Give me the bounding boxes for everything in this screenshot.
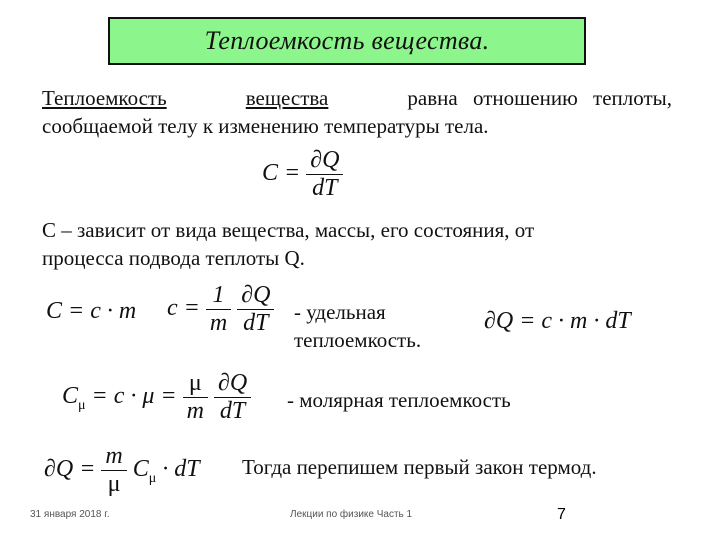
formula-first-law bbox=[44, 443, 200, 498]
slide-title: Теплоемкость вещества. bbox=[204, 26, 490, 55]
term-underlined-1: Теплоемкость bbox=[42, 86, 167, 110]
formula-C-cm: C = c · m bbox=[46, 298, 137, 324]
formula-5-den-1: m bbox=[183, 397, 208, 425]
formula-6-fraction bbox=[101, 443, 126, 498]
formula-6-sub: μ bbox=[148, 471, 157, 487]
formula-3-den-2: dT bbox=[237, 309, 274, 337]
formula-1-denominator: dT bbox=[306, 174, 343, 202]
definition-line-1 bbox=[42, 84, 672, 112]
rewrite-label: Тогда перепишем первый закон термод. bbox=[242, 455, 597, 479]
formula-6-num: m bbox=[105, 443, 123, 469]
formula-6-lhs: ∂Q = bbox=[44, 456, 96, 483]
formula-5-sub: μ bbox=[78, 398, 86, 414]
formula-heat-capacity bbox=[262, 147, 343, 202]
formula-3-num-2: ∂Q bbox=[241, 282, 271, 308]
page-number: 7 bbox=[557, 506, 566, 523]
depends-line-1: С – зависит от вида вещества, массы, его состояния, от bbox=[42, 218, 535, 242]
formula-3-fraction-1 bbox=[206, 282, 231, 337]
specific-label-line-2: теплоемкость. bbox=[294, 328, 422, 352]
footer-date: 31 января 2018 г. bbox=[30, 509, 110, 520]
title-box bbox=[108, 17, 586, 65]
definition-rest: равна отношению теплоты, bbox=[407, 86, 672, 110]
definition-line-2: сообщаемой телу к изменению температуры тела. bbox=[42, 114, 489, 138]
formula-5-mid: = c · μ = bbox=[91, 383, 177, 410]
formula-6-C: C bbox=[132, 456, 149, 483]
footer-course: Лекции по физике Часть 1 bbox=[290, 509, 413, 520]
formula-3-num-1: 1 bbox=[212, 282, 225, 308]
formula-3-lhs: c = bbox=[167, 295, 200, 322]
formula-3-den-1: m bbox=[206, 309, 231, 337]
term-underlined-2: вещества bbox=[245, 86, 329, 110]
formula-1-lhs: C = bbox=[262, 160, 301, 187]
formula-5-num-1: μ bbox=[188, 370, 202, 396]
formula-5-den-2: dT bbox=[214, 397, 251, 425]
formula-specific bbox=[167, 282, 274, 337]
formula-1-fraction bbox=[306, 147, 343, 202]
definition-paragraph bbox=[42, 84, 672, 140]
specific-label bbox=[294, 298, 421, 354]
formula-molar bbox=[62, 370, 251, 425]
depends-paragraph bbox=[42, 216, 692, 272]
formula-6-den: μ bbox=[101, 470, 126, 498]
formula-5-num-2: ∂Q bbox=[217, 370, 248, 396]
depends-line-2: процесса подвода теплоты Q. bbox=[42, 246, 305, 270]
formula-6-rest: · dT bbox=[162, 456, 200, 483]
formula-3-fraction-2 bbox=[237, 282, 274, 337]
molar-label: - молярная теплоемкость bbox=[287, 388, 511, 412]
formula-5-C: C bbox=[62, 383, 79, 410]
specific-label-line-1: - удельная bbox=[294, 300, 386, 324]
formula-dQ-cmdT: ∂Q = c · m · dT bbox=[484, 308, 631, 334]
formula-5-fraction-2 bbox=[214, 370, 251, 425]
formula-1-numerator: ∂Q bbox=[310, 147, 340, 173]
formula-5-fraction-1 bbox=[183, 370, 208, 425]
